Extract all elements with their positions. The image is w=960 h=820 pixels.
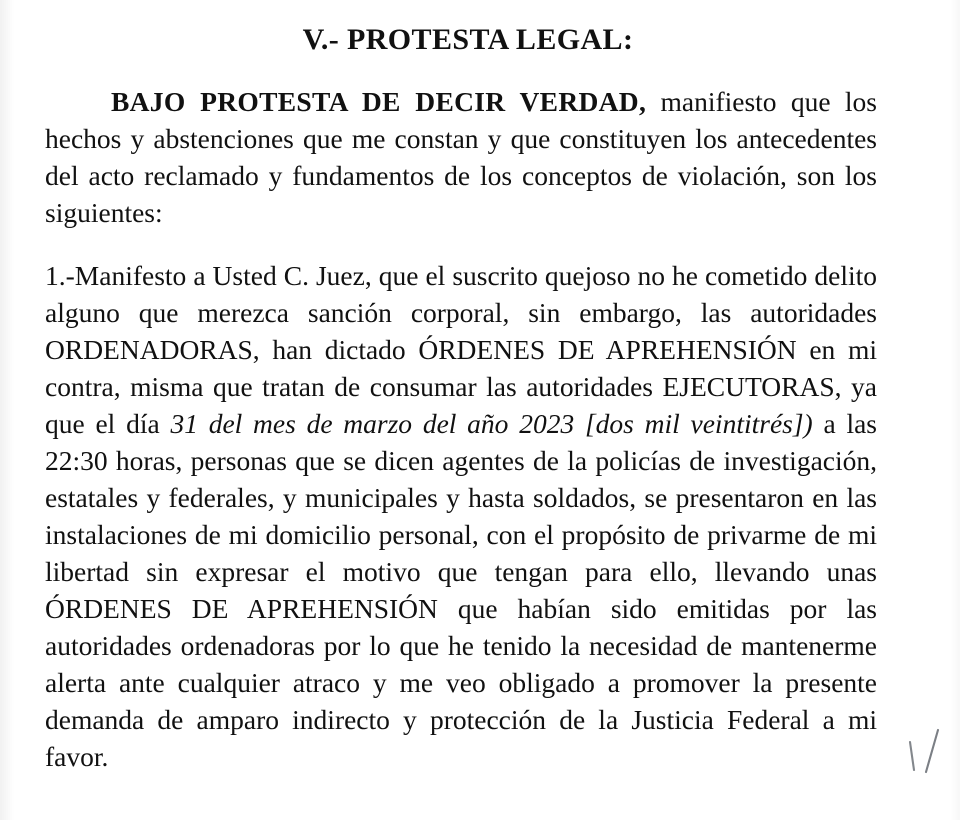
document-text-column [45, 0, 877, 775]
handwritten-mark-icon [900, 722, 952, 792]
statement-text-part-2: a las 22:30 horas, personas que se dicen agentes de la policías de investigación, estatales y federales, y municipales y hasta soldados, se presentaron en las instalaciones de mi domicilio personal, con el propósito de privarme de mi libertad sin expresar el motivo que tengan para ello, llevando unas ÓRDENES DE APREHENSIÓN que habían sido emitidas por las autoridades ordenadoras por lo que he tenido la necesidad de mantenerme alerta ante cualquier atraco y me veo obligado a promover la presente demanda de amparo indirecto y protección de la Justicia Federal a mi favor. [45, 408, 877, 772]
scan-edge-shadow-right [950, 0, 960, 820]
statement-text-part-1: 1.-Manifesto a Usted C. Juez, que el suscrito quejoso no he cometido delito alguno que merezca sanción corporal, sin embargo, las autoridades ORDENADORAS, han dictado ÓRDENES DE APREHENSIÓN en mi contra, misma que tratan de consumar las autoridades EJECUTORAS, ya que el día [45, 260, 877, 439]
section-heading: V.- PROTESTA LEGAL: [302, 23, 634, 56]
scan-edge-shadow-left [0, 0, 14, 820]
oath-bold-lead: BAJO PROTESTA DE DECIR VERDAD, [111, 86, 647, 117]
statement-italic-date: 31 del mes de marzo del año 2023 [dos mil veintitrés]) [170, 408, 813, 439]
oath-paragraph-text: manifiesto que los hechos y abstenciones que me constan y que constituyen los antecedentes del acto reclamado y fundamentos de los conceptos de violación, son los siguientes: [45, 86, 878, 228]
oath-paragraph [45, 58, 877, 231]
statement-paragraph [45, 231, 877, 775]
